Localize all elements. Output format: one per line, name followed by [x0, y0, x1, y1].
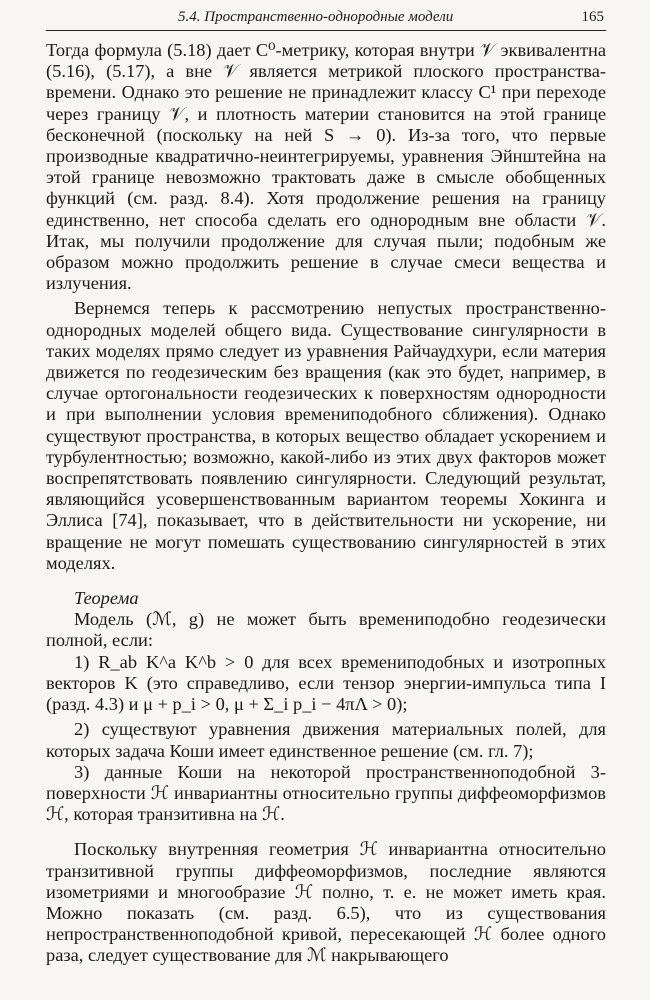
section-title: 5.4. Пространственно-однородные модели	[178, 9, 454, 25]
theorem-condition-3: 3) данные Коши на некоторой пространственноподобной 3-поверхности ℋ инвариантны относительно группы диффеоморфизмов ℋ, которая транзитивна на ℋ.	[46, 761, 606, 825]
page-number: 165	[581, 9, 604, 25]
theorem-heading: Теорема	[74, 588, 139, 609]
theorem-condition-2: 2) существуют уравнения движения материальных полей, для которых задача Коши имеет единственное решение (см. гл. 7);	[46, 719, 606, 761]
page-body	[46, 40, 606, 967]
paragraph-homogeneous-models: Вернемся теперь к рассмотрению непустых пространственно-однородных моделей общего вида. Существование сингулярности в таких моделях прямо следует из уравнения Райчаудхури, если материя движется по геодезическим без вращения (как это будет, например, в случае ортогональности геодезических к поверхностям однородности и при выполнении условия времениподобного сближения). Однако существуют пространства, в которых вещество обладает ускорением и турбулентностью; возможно, какой-либо из этих двух факторов может воспрепятствовать появлению сингулярности. Следующий результат, являющийся усовершенствованным вариантом теоремы Хокинга и Эллиса [74], показывает, что в действительности ни ускорение, ни вращение не могут помешать существованию сингулярностей в этих моделях.	[46, 298, 606, 573]
paragraph-isometries: Поскольку внутренняя геометрия ℋ инвариантна относительно транзитивной группы диффеоморфизмов, последние являются изометриями и многообразие ℋ полно, т. е. не может иметь края. Можно показать (см. разд. 6.5), что из существования непространственноподобной кривой, пересекающей ℋ более одного раза, следует существование для ℳ накрывающего	[46, 839, 606, 966]
running-head	[46, 4, 606, 31]
theorem-condition-1: 1) R_ab K^a K^b > 0 для всех времениподобных и изотропных векторов K (это справедливо, если тензор энергии-импульса типа I (разд. 4.3) и μ + p_i > 0, μ + Σ_i p_i − 4πΛ > 0);	[46, 651, 606, 715]
theorem-statement: Модель (ℳ, g) не может быть времениподобно геодезически полной, если:	[46, 609, 606, 651]
paragraph-continuation: Тогда формула (5.18) дает C⁰-метрику, которая внутри 𝒱 эквивалентна (5.16), (5.17), а вне 𝒱 является метрикой плоского пространства-времени. Однако это решение не принадлежит классу C¹ при переходе через границу 𝒱, и плотность материи становится на этой границе бесконечной (поскольку на ней S → 0). Из-за того, что первые производные квадратично-неинтегрируемы, уравнения Эйнштейна на этой границе невозможно трактовать даже в смысле обобщенных функций (см. разд. 8.4). Хотя продолжение решения на границу единственно, нет способа сделать его однородным вне области 𝒱. Итак, мы получили продолжение для случая пыли; подобным же образом можно продолжить решение в случае смеси вещества и излучения.	[46, 40, 606, 294]
